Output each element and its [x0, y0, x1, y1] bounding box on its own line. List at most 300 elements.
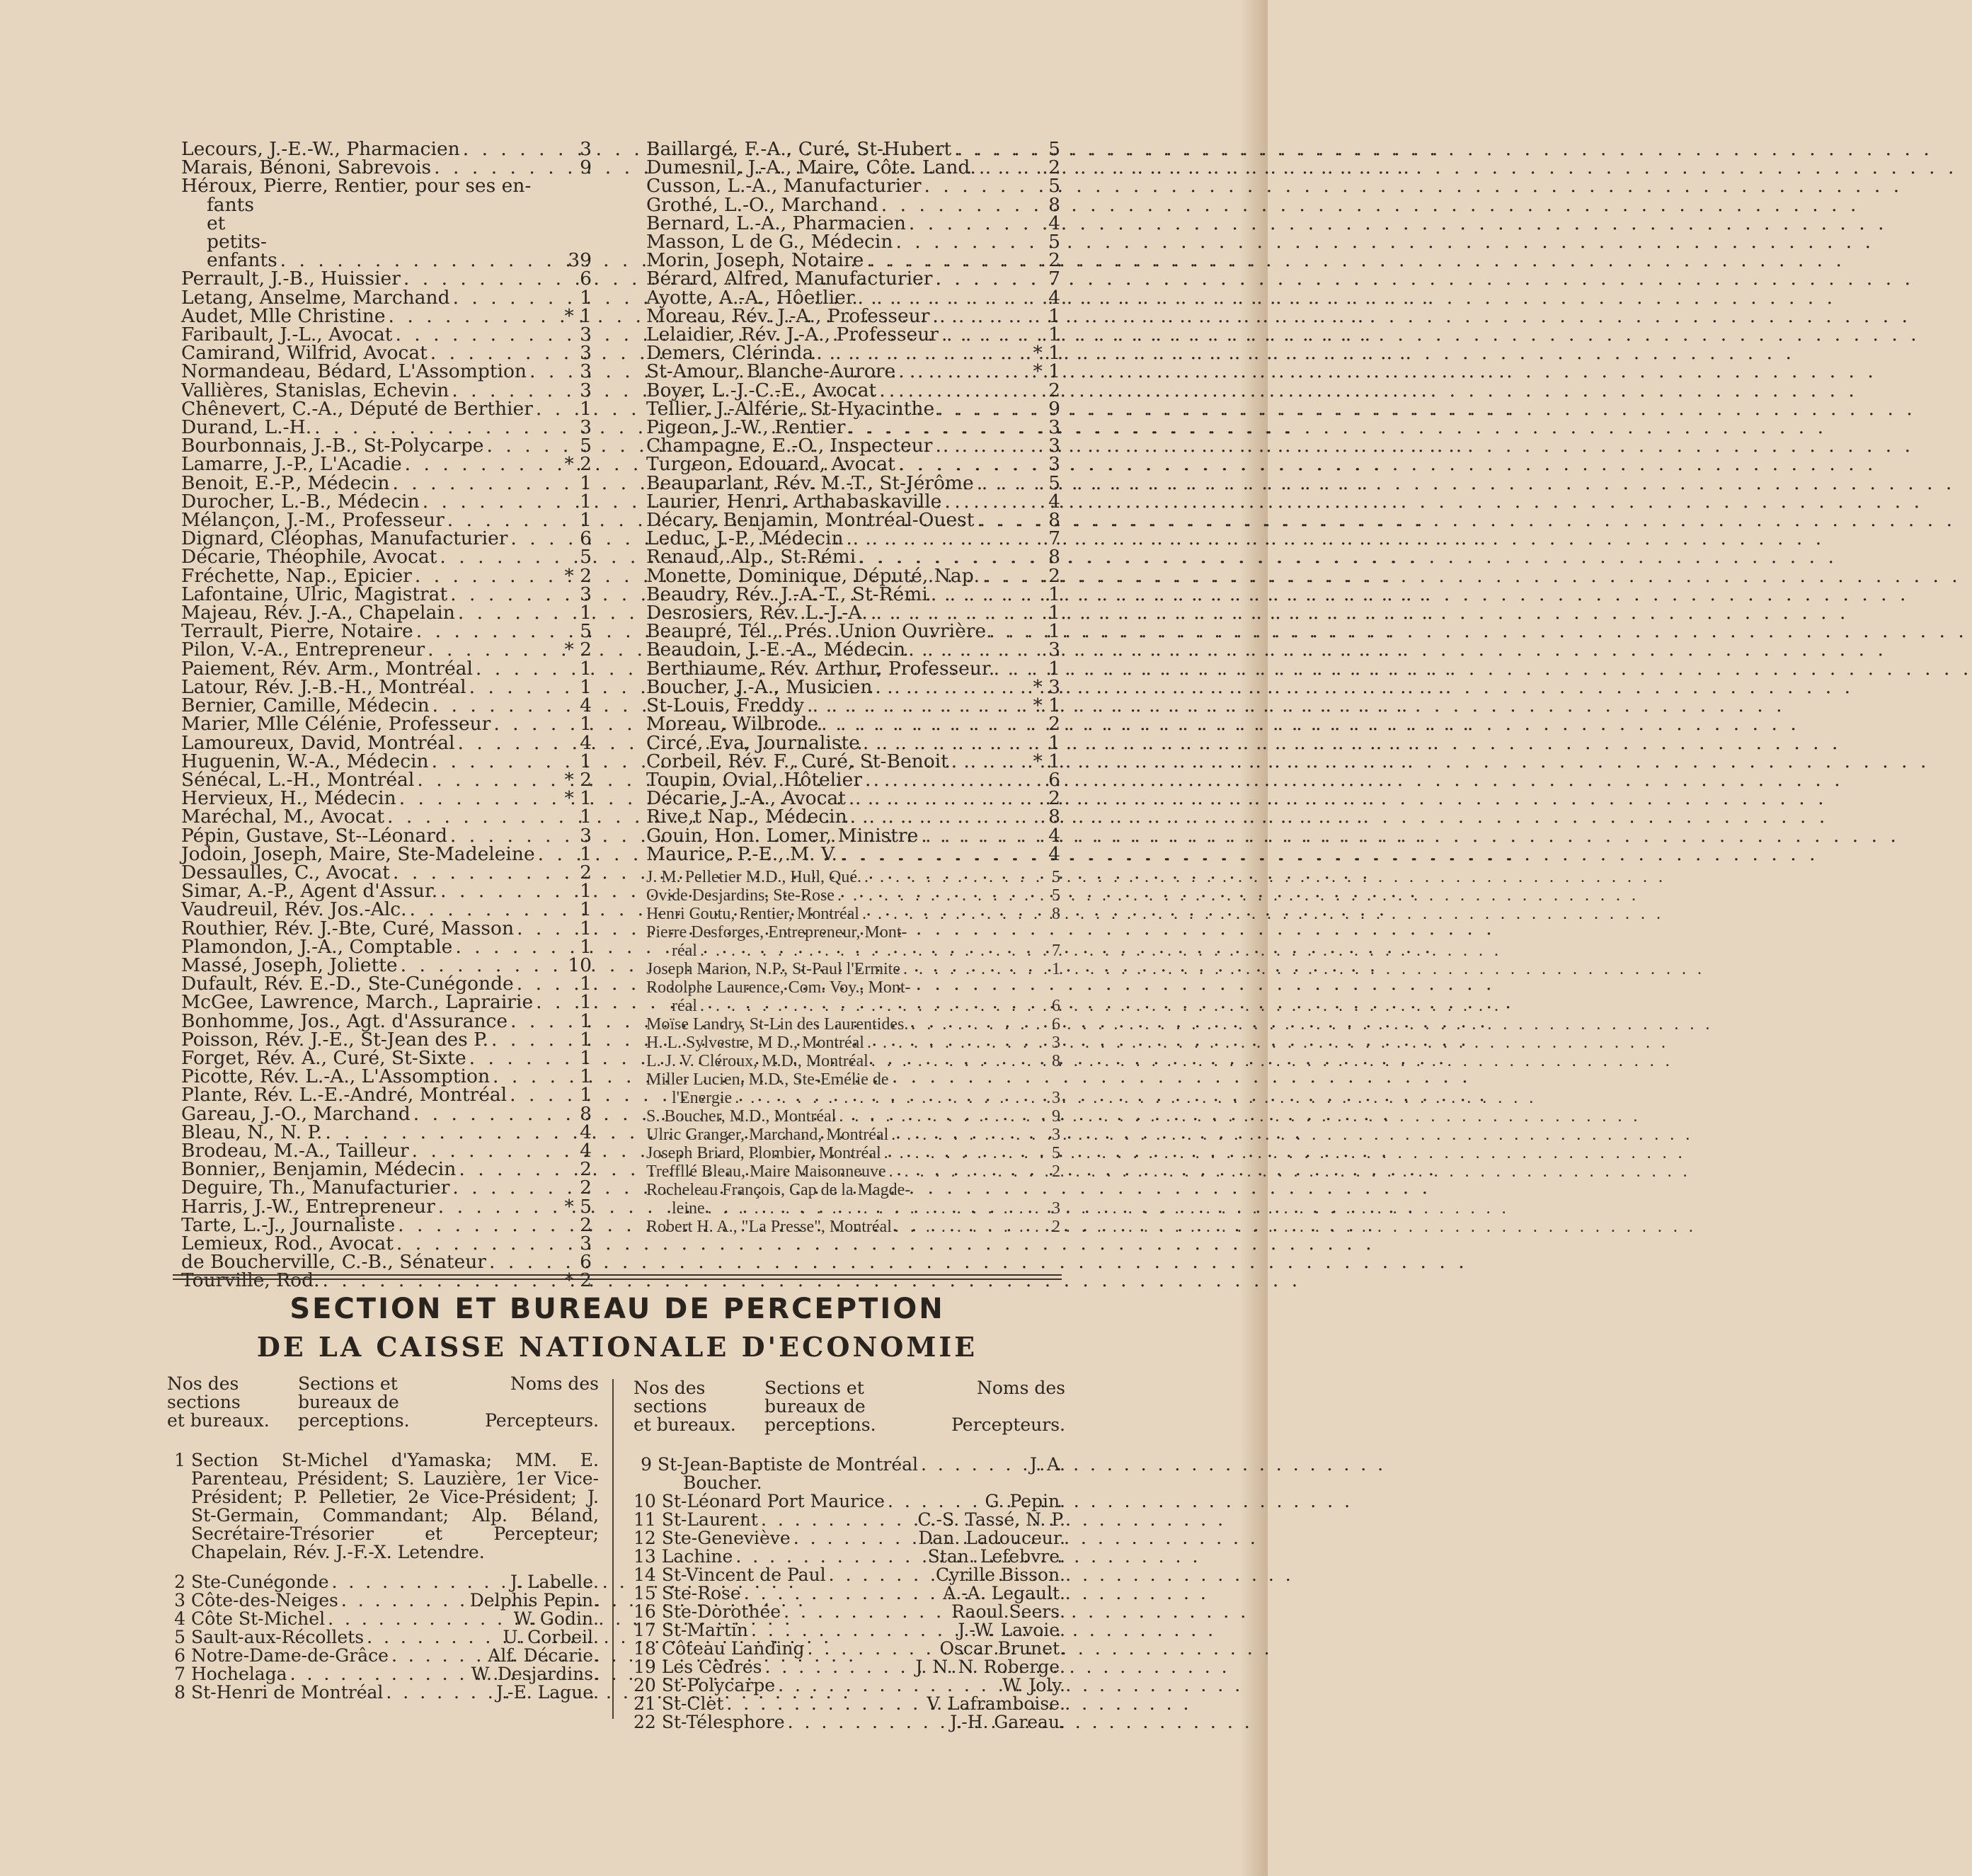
- subscriber-list-right: [646, 140, 1060, 1236]
- entry-name: Tourville, Rod.: [181, 1269, 320, 1292]
- list-entry: [646, 868, 1060, 886]
- leader-dots: [538, 845, 559, 864]
- entry-count: 9: [1052, 1106, 1060, 1126]
- entry-name: Bérard, Alfred, Manufacturier: [646, 268, 933, 290]
- entry-name: Moreau, Wilbrode: [646, 713, 819, 736]
- entry-count: 9: [1048, 397, 1060, 420]
- leader-dots: [428, 641, 559, 659]
- entry-count: 6: [1052, 1014, 1060, 1034]
- leader-dots: [341, 1591, 467, 1610]
- entry-name: Terrault, Pierre, Notaire: [181, 620, 413, 643]
- section-divider: [173, 1274, 1062, 1276]
- entry-count: 1: [580, 1084, 592, 1106]
- leader-dots: [924, 177, 1028, 195]
- leader-dots: [784, 1603, 948, 1621]
- section-row: [634, 1511, 1065, 1529]
- list-entry: [646, 1070, 1060, 1107]
- list-entry: [646, 842, 1060, 865]
- entry-name: Masson, L de G., Médecin: [646, 231, 893, 253]
- entry-name: Morin, Joseph, Notaire: [646, 249, 864, 272]
- entry-name: Harris, J.-W., Entrepreneur: [181, 1195, 435, 1218]
- entry-count: * 2: [564, 453, 592, 476]
- section-row: [167, 1683, 599, 1702]
- entry-name: Rive,t Nap., Médecin: [646, 806, 847, 828]
- section-collector: Oscar Brunet.: [939, 1638, 1065, 1659]
- entry-count: 4: [1048, 490, 1060, 513]
- section-place: St-Léonard Port Maurice: [661, 1491, 885, 1511]
- entry-name: Bonhomme, Jos., Agt. d'Assurance: [181, 1010, 508, 1032]
- entry-count: 1: [580, 509, 592, 532]
- leader-dots: [857, 289, 1028, 307]
- entry-name: Décary, Benjamin, Montréal-Ouest: [646, 509, 975, 532]
- entry-name-cont: [646, 1089, 1060, 1107]
- entry-name: Ulric Granger, Marchand, Montréal: [646, 1125, 889, 1144]
- entry-name: Ovide Desjardins, Ste-Rose: [646, 886, 835, 905]
- section-place: St-Polycarpe: [661, 1675, 776, 1695]
- leader-dots: [850, 808, 1028, 826]
- entry-name: Bleau, N., N. P.: [181, 1121, 323, 1143]
- list-entry: [646, 471, 1060, 494]
- leader-dots: [921, 1455, 1027, 1474]
- entry-count: 1: [580, 973, 592, 995]
- section-place: Ste-Dorothée: [661, 1601, 781, 1622]
- leader-dots: [889, 1162, 1028, 1181]
- section-row: [634, 1621, 1065, 1640]
- entry-name: Camirand, Wilfrid, Avocat: [181, 342, 428, 365]
- leader-dots: [735, 1089, 1028, 1107]
- table-header: [167, 1375, 599, 1430]
- entry-name: L. J. V. Cléroux, M.D., Montréal: [646, 1051, 869, 1070]
- entry-name: Majeau, Rév. J.-A., Chapelain: [181, 602, 455, 624]
- entry-name: Simar, A.-P., Agent d'Assur.: [181, 880, 438, 903]
- entry-name: Benoit, E.-P., Médecin: [181, 471, 390, 494]
- section-number: 5: [174, 1627, 185, 1647]
- leader-dots: [829, 1566, 933, 1584]
- leader-dots: [977, 474, 1028, 493]
- entry-name: McGee, Lawrence, March., Laprairie: [181, 991, 534, 1014]
- entry-count: 1: [1048, 657, 1060, 680]
- entry-count: 8: [1048, 193, 1060, 216]
- leader-dots: [895, 1218, 1028, 1236]
- entry-count: 3: [580, 824, 592, 847]
- entry-count: * 1: [1033, 342, 1060, 365]
- entry-name: Treffllé Bleau, Maire Maisonneuve: [646, 1162, 886, 1181]
- entry-name: Héroux, Pierre, Rentier, pour ses en-: [181, 175, 532, 198]
- entry-count: 6: [1048, 768, 1060, 791]
- entry-name: Durocher, L.-B., Médecin: [181, 490, 420, 513]
- leader-dots: [751, 1621, 955, 1640]
- leader-dots: [476, 660, 559, 678]
- entry-count: 7: [1048, 527, 1060, 550]
- header-section-number: Nos des sections et bureaux.: [167, 1373, 270, 1431]
- entry-name: Bonnier,, Benjamin, Médecin: [181, 1158, 457, 1181]
- entry-name: Moreau, Rév. J.-A., Professeur: [646, 304, 930, 327]
- entry-count: 2: [1052, 1162, 1060, 1181]
- entry-count: 8: [1048, 806, 1060, 828]
- entry-name: Décarie, J.-A., Avocat: [646, 787, 846, 810]
- entry-name: Moïse Landry, St-Lin des Laurentides.: [646, 1014, 909, 1034]
- entry-count: 10: [568, 954, 592, 976]
- section-number: 14: [634, 1565, 656, 1585]
- list-entry: [646, 455, 1060, 474]
- section-row: [634, 1658, 1065, 1676]
- entry-name: Brodeau, M.-A., Tailleur: [181, 1139, 409, 1162]
- section-collector: J. A.: [1030, 1454, 1065, 1475]
- entry-count: 1: [580, 713, 592, 736]
- section-collector: J. N. N. Roberge.: [915, 1657, 1065, 1677]
- list-entry: [646, 1052, 1060, 1070]
- section-number: 18: [634, 1638, 656, 1659]
- entry-name: Pilon, V.-A., Entrepreneur: [181, 639, 425, 661]
- entry-name: Normandeau, Bédard, L'Assomption: [181, 360, 527, 383]
- subscriber-list-right-typed: [646, 868, 1060, 1236]
- entry-name: Pierre Desforges, Entrepreneur, Mont-: [646, 922, 907, 942]
- leader-dots: [908, 641, 1028, 659]
- entry-name: Letang, Anselme, Marchand: [181, 286, 450, 309]
- leader-dots: [405, 455, 559, 474]
- entry-count: 4: [580, 1121, 592, 1143]
- list-entry: [646, 923, 1060, 960]
- entry-name: Forget, Rév. A., Curé, St-Sixte: [181, 1046, 466, 1069]
- leader-dots: [403, 270, 559, 288]
- leader-dots: [837, 886, 1028, 905]
- entry-name: Bourbonnais, J.-B., St-Polycarpe: [181, 435, 484, 457]
- section-collector: Delphis Pepin.: [469, 1590, 599, 1611]
- entry-count: 1: [1048, 583, 1060, 605]
- entry-name: Berthiaume, Rév. Arthur, Professeur: [646, 657, 991, 680]
- entry-count: 3: [580, 1232, 592, 1254]
- leader-dots: [432, 753, 559, 771]
- section-number: 7: [174, 1664, 185, 1684]
- section-collector: W. Joly.: [1002, 1675, 1065, 1695]
- entry-name-cont-text: réal: [672, 941, 697, 960]
- leader-dots: [452, 1179, 559, 1197]
- section-number: 22: [634, 1712, 656, 1732]
- entry-name: Beauparlant, Rév. M.-T., St-Jérôme: [646, 471, 974, 494]
- list-entry: [646, 1218, 1060, 1236]
- entry-name: Massé, Joseph, Joliette: [181, 954, 398, 976]
- section-place: Côte St-Michel: [191, 1608, 326, 1629]
- list-entry: [646, 978, 1060, 1015]
- entry-name: Beaupré, Tél., Prés. Union Ouvrière: [646, 620, 987, 643]
- leader-dots: [898, 455, 1028, 474]
- list-entry: [181, 1179, 592, 1197]
- list-entry: [646, 960, 1060, 978]
- entry-count: * 3: [1033, 675, 1060, 698]
- section-row: [634, 1529, 1065, 1548]
- entry-name: Tellier, J.-Alférie, St-Hyacinthe: [646, 397, 935, 420]
- section-row: [167, 1573, 599, 1591]
- leader-dots: [387, 808, 559, 826]
- entry-name: Pigeon, J.-W., Rentier: [646, 416, 846, 439]
- entry-name: Joseph Marion, N.P., St-Paul l'Ermite: [646, 959, 900, 978]
- leader-dots: [726, 1695, 924, 1713]
- entry-name: Dumesnil, J.-A., Maire, Côte. Land.: [646, 156, 976, 179]
- entry-count: 3: [580, 379, 592, 401]
- section-collector: C.-S. Tassé, N. P.: [917, 1509, 1065, 1530]
- entry-count: 3: [580, 342, 592, 365]
- entry-name: Turgeon, Edouard, Avocat: [646, 453, 895, 476]
- entry-count: 2: [1048, 156, 1060, 179]
- list-entry: [646, 193, 1060, 216]
- entry-count: 9: [580, 156, 592, 179]
- leader-dots: [438, 1198, 559, 1216]
- entry-count: 3: [1052, 1125, 1060, 1144]
- entry-name: Beaudry, Rév. J.-A.-T., St-Rémi: [646, 583, 928, 605]
- list-entry: [181, 1012, 592, 1031]
- entry-name: Renaud, Alp., St-Rémi: [646, 546, 856, 568]
- entry-name: Durand, L.-H.: [181, 416, 312, 439]
- section-number: 17: [634, 1620, 656, 1640]
- sections-left-rows: [167, 1573, 599, 1702]
- leader-dots: [821, 715, 1028, 733]
- leader-dots: [935, 270, 1028, 288]
- entry-count: 1: [1048, 731, 1060, 754]
- leader-dots: [859, 548, 1028, 566]
- leader-dots: [862, 905, 1028, 923]
- section-collector: Cyrille Bisson.: [935, 1565, 1065, 1585]
- list-entry: [181, 1086, 592, 1104]
- section-row: [634, 1676, 1065, 1695]
- entry-count: 4: [580, 731, 592, 754]
- list-entry: [181, 1195, 592, 1218]
- list-entry: [646, 713, 1060, 736]
- list-entry: [646, 1107, 1060, 1126]
- section-row: [634, 1548, 1065, 1566]
- entry-name: Lelaidier, Rév. J.-A., Professeur: [646, 324, 939, 346]
- entry-count: 1: [580, 1065, 592, 1088]
- list-entry: [646, 1162, 1060, 1181]
- entry-name: Rodolphe Laurence, Com. Voy., Mont-: [646, 978, 911, 997]
- entry-count: * 2: [564, 1269, 592, 1292]
- entry-name: Vaudreuil, Rév. Jos.-Alc.: [181, 898, 407, 921]
- entry-count: 39: [568, 249, 592, 272]
- leader-dots: [386, 1683, 493, 1702]
- list-entry: [181, 808, 592, 826]
- entry-name: Grothé, L.-O., Marchand: [646, 193, 878, 216]
- leader-dots: [951, 753, 1028, 771]
- entry-name: H. L. Sylvestre, M D., Montréal: [646, 1033, 864, 1052]
- leader-dots: [413, 1105, 559, 1123]
- subscriber-list-right-printed: [646, 140, 1060, 864]
- section-description: Section St-Michel d'Yamaska; MM. E. Parenteau, Président; S. Lauzière, 1er Vice-Président; P. Pelletier, 2e Vice-Président; J. St-Germain, Commandant; Alp. Béland, Secrétaire-Trésorier et Percepteur; Chapelain, Rév. J.-F.-X. Letendre.: [191, 1450, 599, 1562]
- leader-dots: [994, 660, 1028, 678]
- list-entry: [181, 548, 592, 566]
- list-entry: [646, 362, 1060, 381]
- leader-dots: [881, 196, 1028, 215]
- leader-dots: [440, 548, 559, 566]
- section-number: 9: [641, 1454, 652, 1475]
- entry-count: 4: [1048, 842, 1060, 865]
- entry-count: 1: [580, 471, 592, 494]
- entry-count: 5: [1048, 138, 1060, 160]
- section-row: [634, 1713, 1065, 1732]
- list-entry: [646, 731, 1060, 754]
- leader-dots: [839, 1107, 1028, 1126]
- section-place: St-Martin: [661, 1620, 749, 1640]
- section-collector: V. Laframboise.: [927, 1693, 1065, 1714]
- entry-count: 1: [580, 917, 592, 939]
- entry-name: Bernier, Camille, Médecin: [181, 694, 430, 717]
- leader-dots: [450, 827, 559, 845]
- section-row: [634, 1695, 1065, 1713]
- list-entry: [646, 564, 1060, 587]
- leader-dots: [871, 1052, 1028, 1070]
- entry-name: Paiement, Rév. Arm., Montréal: [181, 657, 473, 680]
- leader-dots: [778, 1676, 999, 1695]
- entry-name: Latour, Rév. J.-B.-H., Montréal: [181, 675, 466, 698]
- leader-dots: [458, 734, 560, 753]
- leader-dots: [744, 1584, 940, 1603]
- entry-count: 5: [1048, 231, 1060, 253]
- leader-dots: [453, 289, 559, 307]
- entry-count: 5: [1052, 867, 1060, 886]
- list-entry: [646, 824, 1060, 847]
- entry-count: 4: [1048, 212, 1060, 234]
- section-collector: J. Labelle.: [510, 1572, 599, 1592]
- section-place: Hochelaga: [191, 1664, 287, 1684]
- entry-name: Faribault, J.-L., Avocat: [181, 324, 393, 346]
- section-row: [167, 1610, 599, 1628]
- section-place: St-Télesphore: [661, 1712, 785, 1732]
- leader-dots: [392, 474, 559, 493]
- section-number: 21: [634, 1693, 656, 1714]
- entry-count: 1: [580, 935, 592, 958]
- entry-count: 4: [580, 694, 592, 717]
- leader-dots: [879, 382, 1028, 400]
- entry-name: Joseph Briard, Plombier, Montréal: [646, 1143, 881, 1162]
- list-entry: [646, 641, 1060, 659]
- section-row: [167, 1665, 599, 1683]
- section-place: St-Jean-Baptiste de Montréal: [658, 1454, 919, 1475]
- section-row: [167, 1628, 599, 1647]
- entry-count: 1: [580, 286, 592, 309]
- section-place: Ste-Rose: [661, 1583, 741, 1603]
- entry-count: 2: [580, 1158, 592, 1181]
- entry-count: * 2: [564, 639, 592, 661]
- leader-dots: [840, 845, 1028, 864]
- section-collector: J.-W. Lavoie.: [958, 1620, 1065, 1640]
- entry-name: Fréchette, Nap., Epicier: [181, 564, 412, 587]
- section-row: [167, 1591, 599, 1610]
- entry-count: 2: [580, 1213, 592, 1236]
- leader-dots: [898, 362, 1028, 381]
- entry-count: 8: [580, 1102, 592, 1125]
- entry-name: Corbeil, Rév. F., Curé, St-Benoit: [646, 750, 948, 772]
- entry-name: Mélançon, J.-M., Professeur: [181, 509, 445, 532]
- section-collector: J.-E. Lague.: [496, 1682, 599, 1703]
- entry-count: * 1: [564, 787, 592, 810]
- entry-count: 6: [580, 1251, 592, 1274]
- section-number: 1: [174, 1450, 185, 1470]
- entry-count: 1: [580, 898, 592, 921]
- entry-name-cont: [646, 942, 1060, 960]
- section-collector: J.-H. Gareau.: [950, 1712, 1065, 1732]
- list-entry: [181, 750, 592, 772]
- section-row: [634, 1640, 1065, 1658]
- entry-count: * 2: [564, 768, 592, 791]
- subscriber-list-left: [181, 140, 592, 1291]
- entry-count: 1: [1048, 324, 1060, 346]
- entry-name: Lamarre, J.-P., L'Acadie: [181, 453, 402, 476]
- entry-count: 3: [1048, 416, 1060, 439]
- entry-name: Dessaulles, C., Avocat: [181, 861, 390, 883]
- entry-name: Plante, Rév. L.-E.-André, Montréal: [181, 1084, 508, 1106]
- entry-count: 8: [1048, 546, 1060, 568]
- list-entry: [181, 900, 592, 919]
- list-entry: [181, 471, 592, 494]
- entry-count: 3: [1052, 1033, 1060, 1052]
- section-number: 13: [634, 1546, 656, 1567]
- entry-count: 5: [580, 435, 592, 457]
- entry-name: Bernard, L.-A., Pharmacien: [646, 212, 906, 234]
- section-place: Côteau Landing: [661, 1638, 805, 1659]
- entry-count: * 5: [564, 1195, 592, 1218]
- leader-dots: [410, 900, 560, 919]
- entry-name-cont: [181, 193, 592, 272]
- list-entry: [181, 379, 592, 401]
- entry-count: 1: [580, 806, 592, 828]
- list-entry: [181, 824, 592, 847]
- header-section-place: Sections et bureaux de perceptions.: [764, 1378, 876, 1435]
- entry-name-cont-text: réal: [672, 996, 697, 1015]
- leader-dots: [708, 1199, 1028, 1218]
- list-entry: [646, 175, 1060, 198]
- leader-dots: [290, 1665, 469, 1683]
- list-entry: [646, 750, 1060, 772]
- leader-dots: [761, 1511, 915, 1529]
- sections-table-right: [634, 1379, 1065, 1732]
- section-number: 16: [634, 1601, 656, 1622]
- section-subheading: DE LA CAISSE NATIONALE D'ECONOMIE: [256, 1331, 978, 1363]
- list-entry: [646, 657, 1060, 680]
- entry-name: Desrosiers, Rév. L.-J.-A.: [646, 602, 868, 624]
- entry-name: Jodoin, Joseph, Maire, Ste-Madeleine: [181, 842, 535, 865]
- section-row: [634, 1584, 1065, 1603]
- leader-dots: [510, 1086, 559, 1104]
- entry-count: 3: [580, 138, 592, 160]
- entry-name: Boucher, J.-A., Musicien: [646, 675, 873, 698]
- entry-name: Picotte, Rév. L.-A., L'Assomption: [181, 1065, 491, 1088]
- entry-count: 1: [580, 880, 592, 903]
- entry-count: 3: [1052, 1088, 1060, 1107]
- entry-count: 1: [580, 602, 592, 624]
- entry-count: 3: [1048, 639, 1060, 661]
- entry-name: Rocheleau François, Cap de la Magde-: [646, 1180, 911, 1199]
- entry-name: Miller Lucien, M.D., Ste-Emélie de: [646, 1070, 889, 1089]
- entry-count: 4: [1048, 286, 1060, 309]
- leader-dots: [793, 1529, 916, 1548]
- list-entry: [181, 935, 592, 958]
- entry-count: 4: [580, 1139, 592, 1162]
- entry-count: 1: [580, 750, 592, 772]
- leader-dots: [493, 715, 559, 733]
- entry-count: 5: [580, 620, 592, 643]
- leader-dots: [452, 382, 559, 400]
- entry-name: Beaudoin, J.-E.-A., Médecin: [646, 639, 906, 661]
- entry-name: Cusson, L.-A., Manufacturier: [646, 175, 922, 198]
- entry-name: Maréchal, M., Avocat: [181, 806, 384, 828]
- entry-count: 2: [1048, 713, 1060, 736]
- entry-count: 3: [580, 583, 592, 605]
- entry-name: Lecours, J.-E.-W., Pharmacien: [181, 138, 460, 160]
- section-collector: W. Godin.: [513, 1608, 599, 1629]
- entry-name: Perrault, J.-B., Huissier: [181, 268, 401, 290]
- header-collector: Noms des Percepteurs.: [485, 1373, 599, 1431]
- entry-name: Boyer, L.-J.-C.-E., Avocat: [646, 379, 877, 401]
- entry-name-cont-text: leine: [672, 1199, 705, 1218]
- section-row: [167, 1451, 599, 1562]
